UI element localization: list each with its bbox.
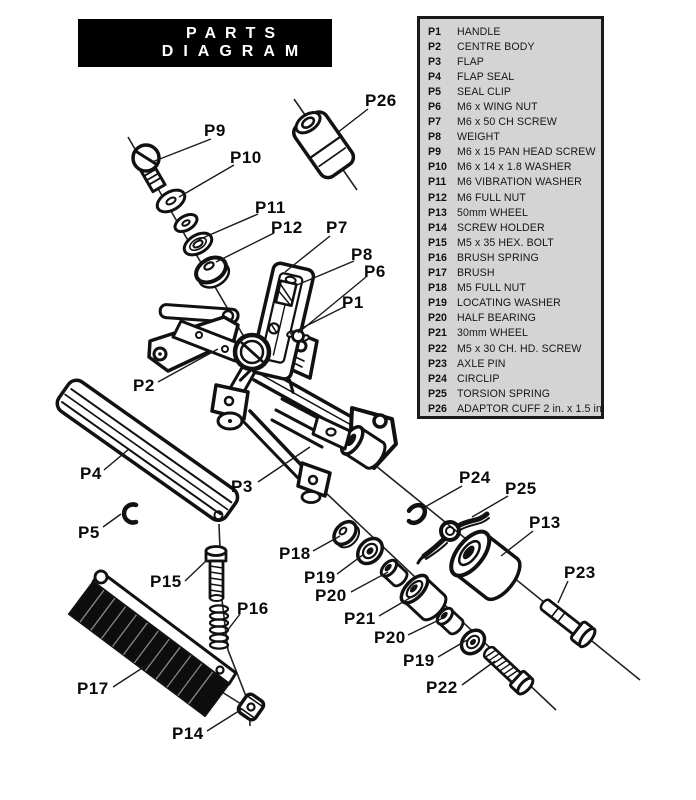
leader-line	[501, 531, 533, 556]
part-number: P17	[428, 267, 447, 280]
title-line1: PARTS	[185, 25, 285, 42]
part-number: P1	[428, 25, 441, 38]
part-name: M5 x 30 CH. HD. SCREW	[457, 342, 582, 355]
part-name: M5 FULL NUT	[457, 282, 526, 295]
part-name: AXLE PIN	[457, 357, 506, 370]
leader-line	[337, 109, 368, 133]
part-label-p15: P15	[150, 572, 182, 591]
leader-line	[351, 572, 388, 592]
part-label-p8: P8	[351, 245, 373, 264]
part-label-p16: P16	[237, 599, 269, 618]
p9-pan-head-screw	[133, 145, 165, 192]
part-number: P23	[428, 357, 447, 370]
part-label-p7: P7	[326, 218, 348, 237]
leader-line	[152, 139, 211, 162]
part-name: M6 x 50 CH SCREW	[457, 116, 557, 129]
part-name: HANDLE	[457, 25, 501, 38]
part-name: ADAPTOR CUFF 2 in. x 1.5 in.	[457, 402, 606, 415]
part-label-p20: P20	[315, 586, 347, 605]
part-number: P18	[428, 282, 447, 295]
leader-line	[207, 709, 242, 731]
part-label-p3: P3	[231, 477, 253, 496]
leader-line	[408, 619, 441, 635]
p3-flap	[272, 399, 396, 472]
part-name: FLAP SEAL	[457, 70, 515, 83]
part-name: SCREW HOLDER	[457, 221, 545, 234]
part-number: P5	[428, 85, 441, 98]
part-name: CENTRE BODY	[457, 40, 535, 53]
part-label-p5: P5	[78, 523, 100, 542]
part-label-p4: P4	[80, 464, 102, 483]
leader-line	[558, 581, 568, 603]
leader-line	[472, 496, 508, 517]
title-line2: DIAGRAM	[161, 43, 309, 60]
part-number: P8	[428, 131, 441, 144]
part-name: M6 FULL NUT	[457, 191, 526, 204]
part-name: FLAP	[457, 55, 484, 68]
part-name: M6 x WING NUT	[457, 101, 538, 114]
leader-line	[337, 554, 364, 574]
part-name: TORSION SPRING	[457, 387, 551, 400]
leader-line	[462, 661, 495, 685]
part-number: P14	[428, 221, 447, 234]
part-label-p25: P25	[505, 479, 537, 498]
p22-screw	[480, 643, 536, 697]
part-number: P7	[428, 116, 441, 129]
part-name: HALF BEARING	[457, 312, 536, 325]
leader-line	[179, 165, 234, 197]
leader-line	[216, 233, 274, 262]
part-number: P4	[428, 70, 441, 83]
p23-axle-pin	[536, 594, 598, 649]
part-name: SEAL CLIP	[457, 85, 512, 98]
part-label-p17: P17	[77, 679, 109, 698]
p11-vibration-washer	[181, 229, 216, 260]
part-number: P12	[428, 191, 447, 204]
p15-hex-bolt	[206, 547, 226, 602]
part-name: M5 x 35 HEX. BOLT	[457, 236, 554, 249]
p24-circlip	[404, 502, 429, 527]
part-number: P26	[428, 402, 447, 415]
leader-line	[113, 663, 150, 687]
part-name: 30mm WHEEL	[457, 327, 529, 340]
p16-brush-spring	[210, 605, 228, 648]
part-label-p1: P1	[342, 293, 364, 312]
leader-line	[103, 514, 121, 527]
part-name: BRUSH	[457, 267, 495, 280]
part-name: M6 VIBRATION WASHER	[457, 176, 582, 189]
part-number: P21	[428, 327, 447, 340]
part-number: P25	[428, 387, 447, 400]
part-label-p12: P12	[271, 218, 303, 237]
part-name: CIRCLIP	[457, 372, 500, 385]
part-number: P15	[428, 236, 447, 249]
part-number: P11	[428, 176, 447, 189]
part-number: P3	[428, 55, 441, 68]
part-name: M6 x 14 x 1.8 WASHER	[457, 161, 572, 174]
part-label-p6: P6	[364, 262, 386, 281]
leader-line	[185, 560, 207, 581]
part-label-p23: P23	[564, 563, 596, 582]
part-label-p24: P24	[459, 468, 491, 487]
part-label-p14: P14	[172, 724, 204, 743]
part-label-p26: P26	[365, 91, 397, 110]
part-number: P2	[428, 40, 441, 53]
part-number: P20	[428, 312, 447, 325]
part-number: P13	[428, 206, 447, 219]
p20-half-bearing-front	[378, 558, 410, 589]
part-label-p20: P20	[374, 628, 406, 647]
part-label-p19: P19	[304, 568, 336, 587]
part-number: P22	[428, 342, 447, 355]
part-name: LOCATING WASHER	[457, 297, 561, 310]
p8-weight	[276, 281, 297, 306]
part-number: P6	[428, 101, 441, 114]
p26-adaptor-cuff	[288, 105, 357, 181]
leader-line	[285, 236, 330, 272]
part-number: P9	[428, 146, 441, 159]
part-label-p9: P9	[204, 121, 226, 140]
part-name: M6 x 15 PAN HEAD SCREW	[457, 146, 596, 159]
part-label-p22: P22	[426, 678, 458, 697]
part-name: WEIGHT	[457, 131, 500, 144]
part-label-p21: P21	[344, 609, 376, 628]
part-label-p19: P19	[403, 651, 435, 670]
part-label-p10: P10	[230, 148, 262, 167]
part-number: P24	[428, 372, 447, 385]
part-label-p13: P13	[529, 513, 561, 532]
part-number: P16	[428, 251, 447, 264]
part-label-p18: P18	[279, 544, 311, 563]
part-number: P19	[428, 297, 447, 310]
part-number: P10	[428, 161, 447, 174]
leader-line	[198, 214, 258, 240]
part-name: BRUSH SPRING	[457, 251, 539, 264]
body-hub	[235, 335, 269, 369]
part-label-p2: P2	[133, 376, 155, 395]
part-name: 50mm WHEEL	[457, 206, 529, 219]
leader-line	[425, 486, 462, 507]
part-label-p11: P11	[255, 198, 286, 217]
p5-seal-clip	[124, 505, 136, 523]
p14-screw-holder	[236, 692, 265, 721]
